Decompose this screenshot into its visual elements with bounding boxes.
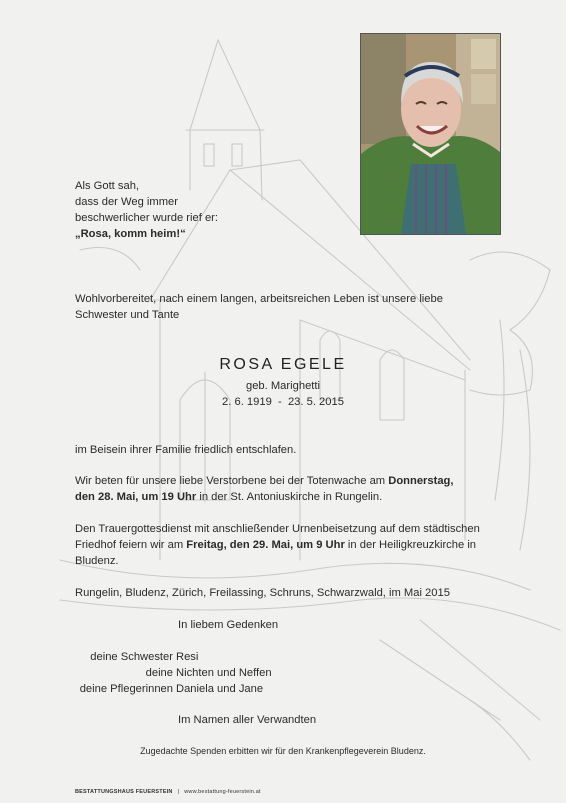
places-text: Rungelin, Bludenz, Zürich, Freilassing, Schruns, Schwarzwald, im Mai 2015: [75, 587, 450, 599]
relative-value: Daniela und Jane: [176, 683, 264, 695]
relative-value: Resi: [176, 651, 199, 663]
memory-text: In liebem Gedenken: [178, 619, 279, 631]
wake-text: [75, 473, 454, 505]
service-text-part: Friedhof feiern wir am: [75, 539, 187, 551]
quote-line: Als Gott sah,: [75, 180, 140, 192]
life-dates: 2. 6. 1919 - 23. 5. 2015: [222, 396, 344, 408]
service-text: [75, 521, 480, 569]
footer: [75, 789, 261, 795]
intro-line: Wohlvorbereitet, nach einem langen, arbeitsreichen Leben ist unsere liebe: [75, 293, 443, 305]
service-line: Den Trauergottesdienst mit anschließender Urnenbeisetzung auf dem städtischen: [75, 523, 480, 535]
quote-emphasis: „Rosa, komm heim!“: [75, 228, 186, 240]
quote-line: beschwerlicher wurde rief er:: [75, 212, 219, 224]
wake-text-part: Wir beten für unsere liebe Verstorbene bei der Totenwache am: [75, 475, 389, 487]
service-text-part: in der Heiligkreuzkirche in: [344, 539, 477, 551]
footer-separator: |: [177, 789, 180, 795]
relative-label: deine Pflegerinnen: [79, 683, 173, 695]
birth-name: geb. Marighetti: [245, 380, 320, 392]
relative-label: deine Schwester: [90, 651, 173, 663]
wake-day: Donnerstag,: [388, 475, 454, 487]
signoff-text: Im Namen aller Verwandten: [178, 714, 317, 726]
relative-value: Nichten und Neffen: [176, 667, 272, 679]
funeral-home-name: BESTATTUNGSHAUS FEUERSTEIN: [75, 789, 173, 795]
funeral-home-url[interactable]: www.bestattung-feuerstein.at: [184, 789, 261, 795]
passed-text: im Beisein ihrer Familie friedlich entschlafen.: [75, 444, 297, 456]
service-date-time: Freitag, den 29. Mai, um 9 Uhr: [186, 539, 345, 551]
wake-date-time: den 28. Mai, um 19 Uhr: [75, 491, 197, 503]
relative-label: deine: [145, 667, 173, 679]
wake-text-part: in der St. Antoniuskirche in Rungelin.: [196, 491, 383, 503]
quote: [75, 178, 218, 242]
service-line: Bludenz.: [75, 555, 119, 567]
portrait-photo: [360, 33, 501, 235]
intro-text: [75, 291, 443, 323]
quote-line: dass der Weg immer: [75, 196, 178, 208]
donation-text: Zugedachte Spenden erbitten wir für den Krankenpflegeverein Bludenz.: [140, 746, 426, 756]
deceased-name: ROSA EGELE: [219, 356, 347, 373]
intro-line: Schwester und Tante: [75, 309, 180, 321]
